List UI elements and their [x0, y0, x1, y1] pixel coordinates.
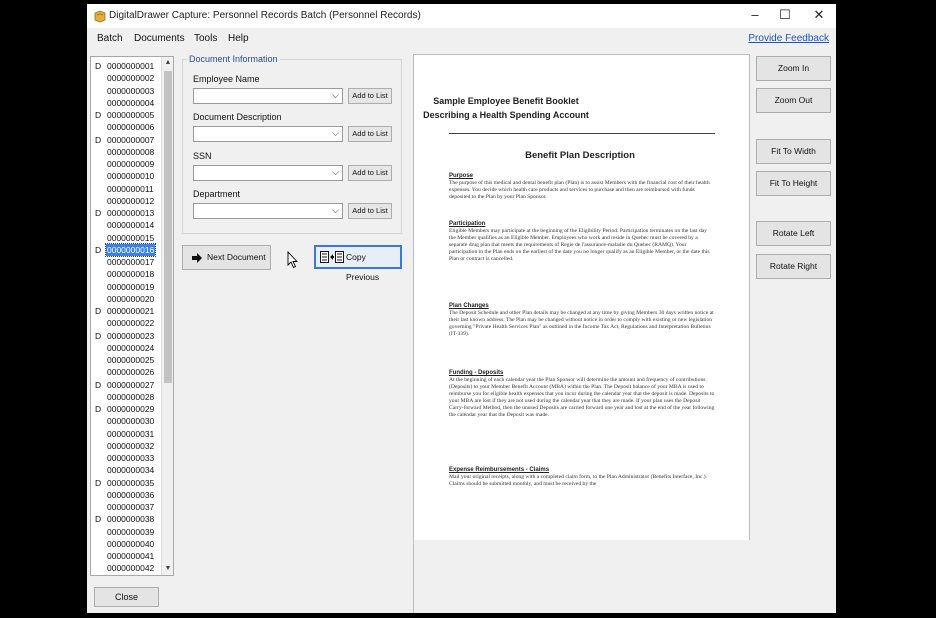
mouse-cursor-icon [287, 251, 299, 269]
document-id: 0000000019 [107, 281, 155, 292]
rotate-left-button[interactable]: Rotate Left [756, 221, 831, 246]
doc-section-text: Eligible Members may participate at the beginning of the Eligibility Period. Participation terminates on the last day the Member qualifies as an Eligible Member. Employees who work and reside in Quebec must be covered by a separate drug plan that meets the requirements of Regie de l'assurance-maladie du Quebec (RAMQ). Your participation in the Plan ends on the earliest of the date you no longer qualify as an Eligible Member, or the date this Plan or contract is cancelled. [449, 228, 710, 262]
list-item[interactable] [91, 342, 163, 354]
fit-to-width-button[interactable]: Fit To Width [756, 139, 831, 164]
list-item[interactable] [91, 232, 163, 244]
list-item[interactable] [91, 354, 163, 366]
list-item[interactable] [91, 268, 163, 280]
doc-section-heading: Purpose [449, 173, 474, 179]
menu-batch[interactable]: Batch [97, 33, 123, 44]
document-id: 0000000022 [107, 318, 155, 329]
document-id: 0000000021 [107, 306, 155, 316]
list-item[interactable] [91, 513, 163, 525]
document-description-add-button[interactable]: Add to List [348, 126, 392, 142]
zoom-in-button[interactable]: Zoom In [756, 56, 831, 81]
document-id: 0000000014 [107, 220, 155, 231]
document-id: 0000000013 [107, 208, 155, 218]
chevron-down-icon[interactable]: ⌵ [332, 128, 339, 138]
list-item[interactable] [91, 97, 163, 109]
document-information-group [182, 54, 402, 234]
list-item[interactable] [91, 134, 163, 146]
doc-section-text: Mail your original receipts, along with a completed claim form, to the Plan Administrator (Benefits Interface, Inc.). Claims should be submitted monthly, and must be received by the [449, 474, 708, 487]
document-id: 0000000031 [107, 428, 155, 439]
list-item[interactable] [91, 85, 163, 97]
list-item[interactable] [91, 183, 163, 195]
document-id: 0000000001 [107, 61, 155, 71]
document-id: 0000000034 [107, 465, 155, 476]
employee-name-combo[interactable] [193, 88, 343, 104]
list-item[interactable] [91, 428, 163, 440]
list-item[interactable] [91, 440, 163, 452]
close-button[interactable]: Close [94, 587, 159, 607]
next-document-button[interactable] [182, 245, 271, 270]
title-bar [87, 4, 836, 28]
department-label: Department [193, 189, 241, 199]
document-marker: D [95, 61, 102, 71]
document-id: 0000000040 [107, 538, 155, 549]
document-id-list[interactable] [90, 56, 174, 576]
close-window-button[interactable]: ✕ [813, 7, 825, 22]
document-marker: D [95, 110, 102, 120]
provide-feedback-link[interactable]: Provide Feedback [748, 33, 829, 44]
document-id: 0000000005 [107, 110, 155, 120]
list-item[interactable] [91, 366, 163, 378]
document-id: 0000000023 [107, 330, 155, 341]
document-id: 0000000024 [107, 342, 155, 353]
list-item[interactable] [91, 317, 163, 329]
arrow-right-icon [191, 252, 203, 264]
document-marker: D [95, 404, 102, 414]
department-add-button[interactable]: Add to List [348, 203, 392, 219]
document-id: 0000000016 [107, 244, 155, 255]
list-item[interactable] [91, 464, 163, 476]
doc-section-heading: Funding - Deposits [449, 370, 504, 376]
document-marker: D [95, 134, 102, 145]
document-id: 0000000003 [107, 85, 155, 96]
document-id: 0000000039 [107, 526, 155, 537]
list-item[interactable] [91, 109, 163, 121]
list-item[interactable] [91, 330, 163, 342]
copy-previous-button[interactable] [314, 245, 402, 282]
list-item[interactable] [91, 293, 163, 305]
document-id: 0000000017 [107, 257, 155, 267]
chevron-down-icon[interactable]: ⌵ [332, 205, 339, 215]
menu-tools[interactable]: Tools [194, 33, 218, 44]
document-id: 0000000027 [107, 379, 155, 390]
scroll-down-icon[interactable]: ▼ [164, 565, 172, 572]
list-item[interactable] [91, 538, 163, 550]
window-title: DigitalDrawer Capture: Personnel Records Batch (Personnel Records) [109, 10, 421, 21]
list-item[interactable] [91, 219, 163, 231]
employee-name-label: Employee Name [193, 74, 260, 84]
list-item[interactable] [91, 501, 163, 513]
document-id: 0000000025 [107, 355, 155, 365]
document-id: 0000000006 [107, 122, 155, 133]
chevron-down-icon[interactable]: ⌵ [332, 167, 339, 177]
list-item[interactable] [91, 195, 163, 207]
employee-name-add-button[interactable]: Add to List [348, 88, 392, 104]
list-item[interactable] [91, 256, 163, 268]
list-item[interactable] [91, 72, 163, 84]
document-id: 0000000015 [107, 232, 155, 243]
list-item[interactable] [91, 562, 163, 574]
document-id: 0000000035 [107, 477, 155, 488]
maximize-button[interactable]: ☐ [779, 7, 791, 22]
list-item[interactable] [91, 403, 163, 415]
document-id: 0000000011 [107, 183, 154, 194]
list-item[interactable] [91, 207, 163, 219]
document-id: 0000000038 [107, 514, 155, 525]
doc-section-heading: Participation [449, 221, 486, 227]
document-id: 0000000042 [107, 563, 155, 574]
list-item[interactable] [91, 489, 163, 501]
document-id: 0000000007 [107, 134, 155, 145]
list-item[interactable] [91, 550, 163, 562]
ssn-add-button[interactable]: Add to List [348, 165, 392, 181]
preview-empty-area [413, 540, 750, 613]
doc-title-line2: Describing a Health Spending Account [423, 110, 589, 120]
document-marker: D [95, 330, 102, 341]
document-id: 0000000036 [107, 489, 155, 500]
minimize-button[interactable]: – [751, 7, 759, 22]
document-marker: D [95, 306, 102, 316]
document-id: 0000000037 [107, 502, 155, 512]
list-item[interactable] [91, 244, 163, 256]
department-combo[interactable] [193, 203, 343, 219]
doc-title-line1: Sample Employee Benefit Booklet [433, 96, 579, 106]
document-id: 0000000008 [107, 146, 155, 157]
document-id: 0000000041 [107, 551, 155, 561]
document-description-label: Document Description [193, 112, 282, 122]
list-item[interactable] [91, 452, 163, 464]
list-item[interactable] [91, 391, 163, 403]
document-id: 0000000009 [107, 159, 155, 169]
document-marker: D [95, 379, 102, 390]
next-document-label: Next Document [207, 252, 266, 262]
scroll-up-icon[interactable]: ▲ [164, 59, 172, 66]
document-id: 0000000018 [107, 269, 155, 280]
document-id: 0000000030 [107, 416, 155, 427]
document-marker: D [95, 514, 102, 525]
list-item[interactable] [91, 121, 163, 133]
doc-section-text: The Deposit Schedule and other Plan details may be changed at any time by giving Members 30 days written notice at their last known address. The Plan may be changed without notice in order to comply with existing or new legislation governing "Private Health Services Plan" as outlined in the Income Tax Act, Regulations and Interpretation Bulletins (IT-339). [449, 310, 714, 337]
list-item[interactable] [91, 415, 163, 427]
document-marker: D [95, 477, 102, 488]
copy-previous-label: Copy Previous [346, 252, 380, 282]
list-item[interactable] [91, 60, 163, 72]
doc-section-text: At the beginning of each calendar year the Plan Sponsor will determine the amount and frequency of contributions (Deposits) to your Member Benefit Account (MBA) within the Plan. The Deposit balance of your MBA is used to reimburse you for eligible health expenses that you incur during the calendar year that the deposit is made. Deposits to your MBA are lost if they are not used during the calendar year that they are made. If your plan uses the Deposit Carry-forward Method, then the unused Deposits are carried forward one year and lost at the end of the year following the calendar year that the Deposit was made. [449, 377, 715, 418]
document-description-combo[interactable] [193, 126, 343, 142]
list-item[interactable] [91, 305, 163, 317]
ssn-combo[interactable] [193, 165, 343, 181]
document-id: 0000000032 [107, 440, 155, 451]
document-id: 0000000020 [107, 293, 155, 304]
document-id: 0000000029 [107, 404, 155, 414]
doc-section-heading: Expense Reimbursements - Claims [449, 467, 550, 473]
document-id: 0000000026 [107, 367, 155, 378]
copy-fields-icon [320, 251, 344, 263]
document-id: 0000000012 [107, 195, 155, 206]
list-item[interactable] [91, 526, 163, 538]
app-logo-icon [93, 9, 107, 23]
ssn-label: SSN [193, 151, 212, 161]
zoom-out-button[interactable]: Zoom Out [756, 88, 831, 113]
list-item[interactable] [91, 477, 163, 489]
document-marker: D [95, 208, 102, 218]
menu-help[interactable]: Help [228, 33, 249, 44]
menu-documents[interactable]: Documents [134, 33, 185, 44]
rotate-right-button[interactable]: Rotate Right [756, 254, 831, 279]
menu-bar [87, 28, 836, 50]
document-marker: D [95, 244, 102, 255]
doc-divider [449, 133, 715, 134]
chevron-down-icon[interactable]: ⌵ [332, 90, 339, 100]
document-id: 0000000002 [107, 73, 155, 84]
list-item[interactable] [91, 170, 163, 182]
document-id: 0000000033 [107, 453, 155, 463]
doc-section-heading: Plan Changes [449, 303, 489, 309]
list-item[interactable] [91, 146, 163, 158]
group-title: Document Information [189, 54, 278, 64]
document-id: 0000000028 [107, 391, 155, 402]
list-item[interactable] [91, 158, 163, 170]
fit-to-height-button[interactable]: Fit To Height [756, 171, 831, 196]
doc-heading: Benefit Plan Description [525, 150, 635, 161]
list-item[interactable] [91, 281, 163, 293]
document-id: 0000000004 [107, 97, 155, 108]
list-item[interactable] [91, 379, 163, 391]
document-id: 0000000010 [107, 171, 155, 182]
doc-section-text: The purpose of this medical and dental benefit plan (Plan) is to assist Members with the financial cost of their health expenses. You decide which health care products and services to purchase and then are reimbursed with funds deposited to the Plan by your Plan Sponsor. [449, 180, 710, 200]
list-scrollbar[interactable] [161, 57, 173, 575]
scroll-thumb[interactable] [164, 71, 172, 383]
